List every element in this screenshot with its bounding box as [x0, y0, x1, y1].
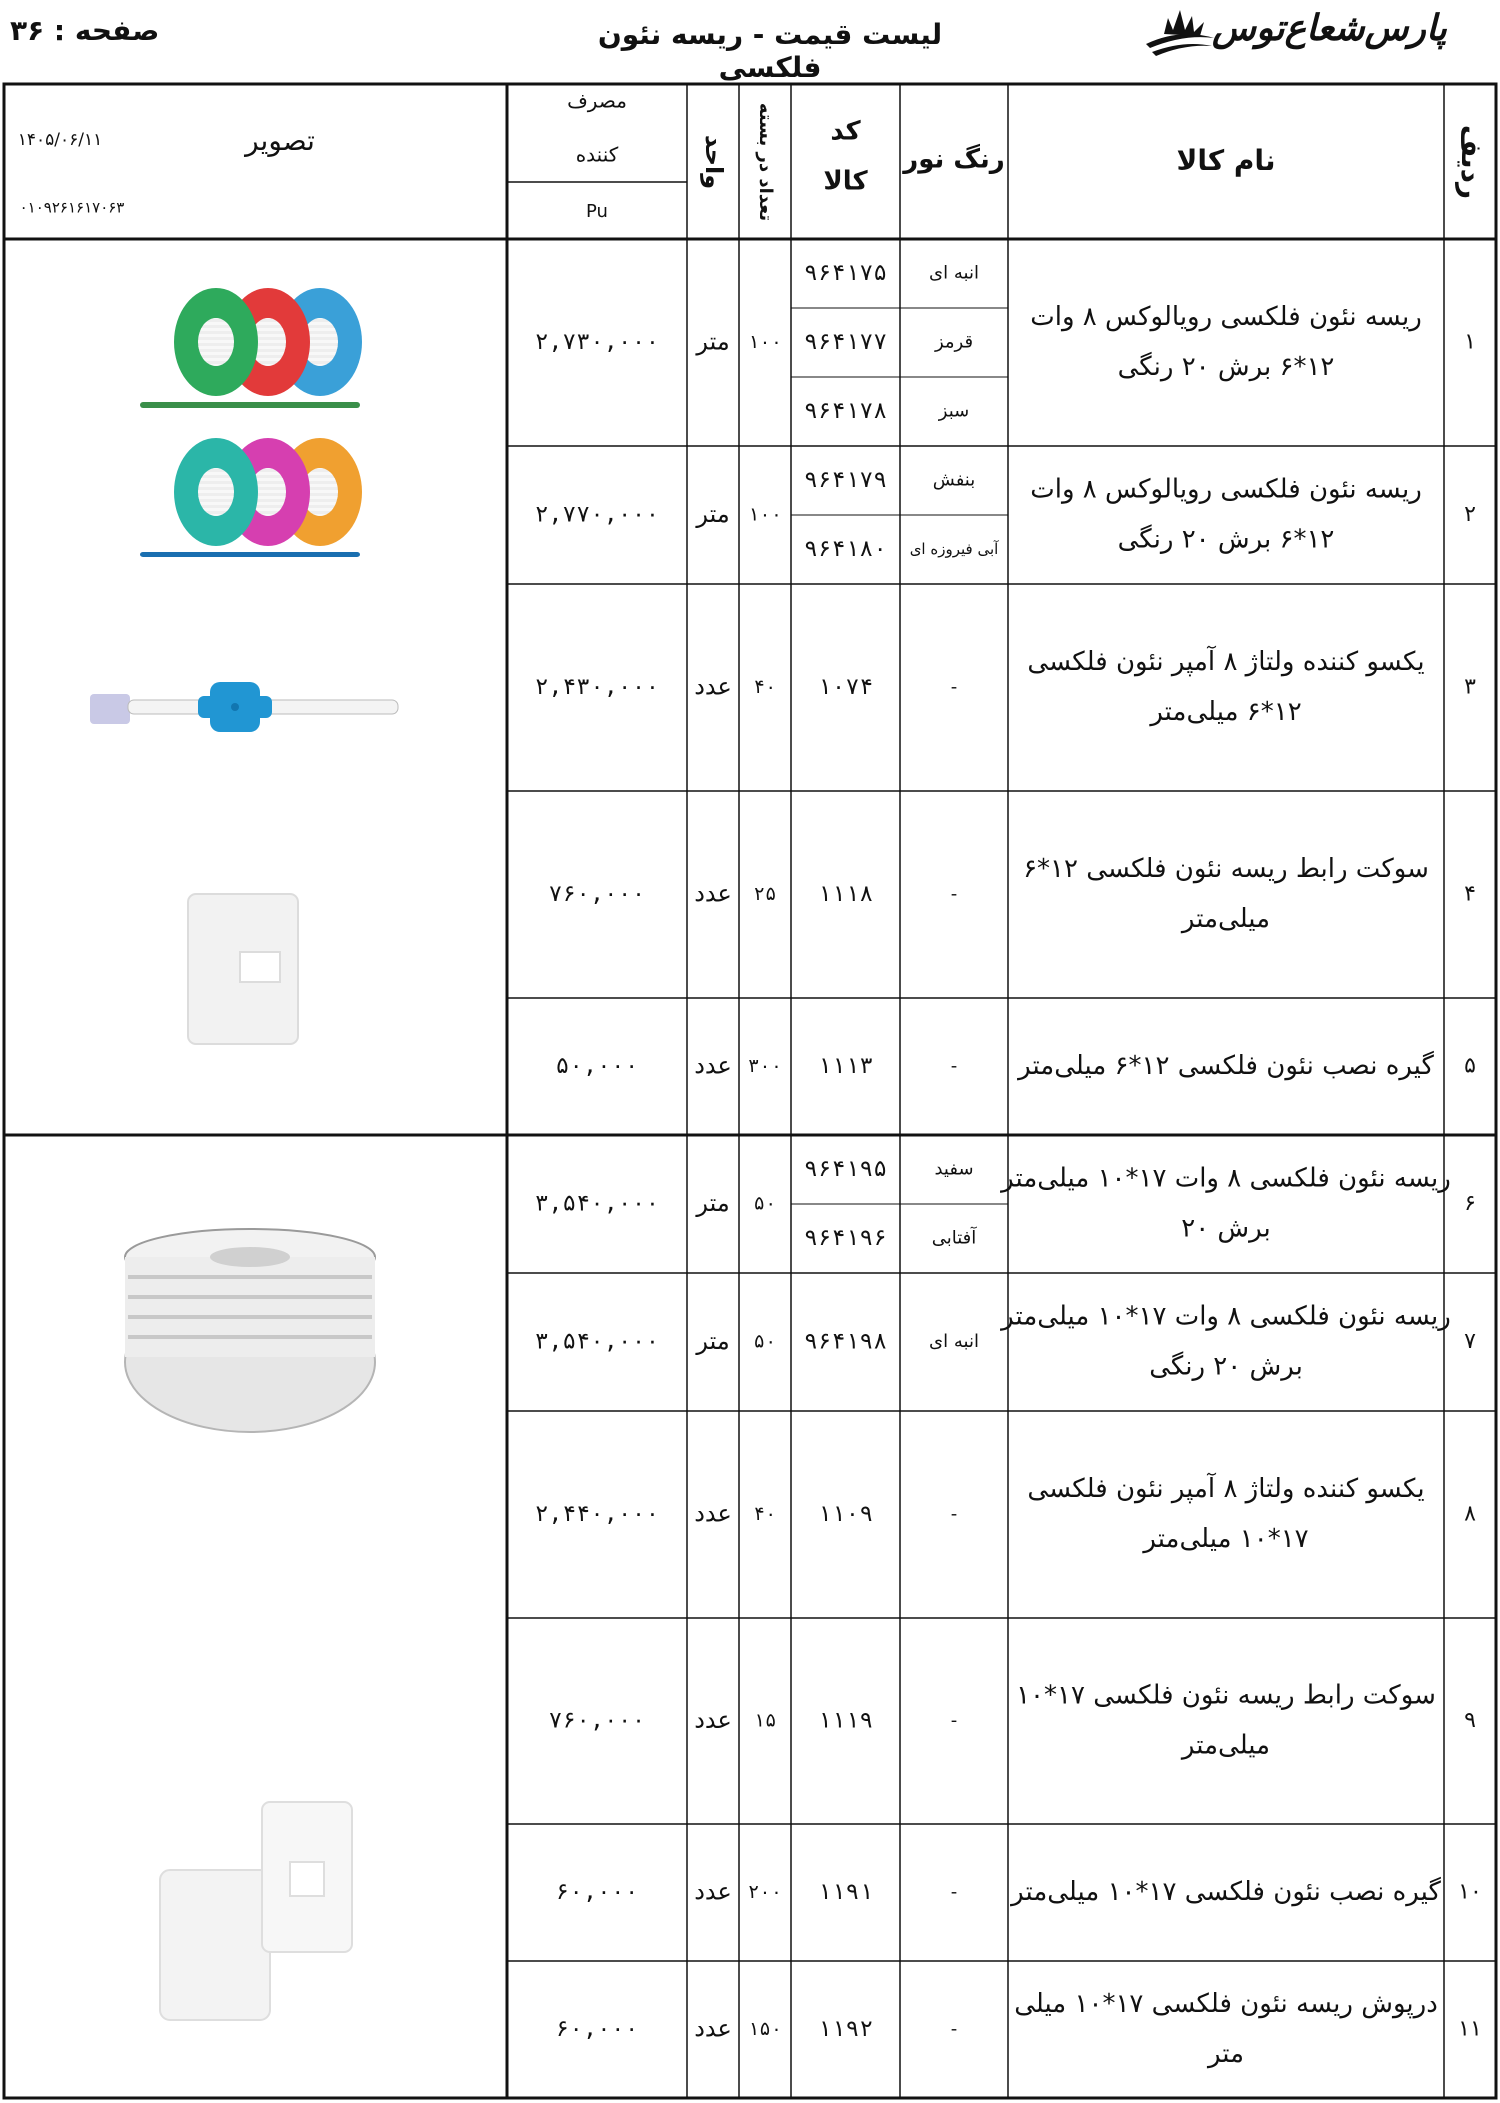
brand-logo — [1140, 4, 1447, 62]
consumer-price: ۲,۴۳۰,۰۰۰ — [534, 674, 660, 700]
product-code: ۱۱۹۲ — [817, 2016, 874, 2042]
product-code: ۹۶۴۱۹۸ — [803, 1328, 888, 1355]
column-header-price-2: کننده — [575, 142, 619, 167]
column-header-color: رنگ نور — [903, 144, 1005, 175]
light-color: - — [950, 676, 958, 698]
light-color: - — [950, 2018, 958, 2040]
pack-quantity: ۱۵ — [753, 1709, 777, 1732]
pack-quantity: ۱۵۰ — [747, 2018, 783, 2040]
unit: عدد — [694, 1877, 732, 1906]
light-color: سفید — [934, 1158, 974, 1180]
unit: متر — [696, 1189, 730, 1217]
consumer-price: ۶۰,۰۰۰ — [555, 2016, 639, 2042]
white-neon-reel-image — [125, 1229, 375, 1432]
product-images — [90, 288, 398, 2020]
product-code: ۹۶۴۱۹۵ — [803, 1156, 888, 1182]
column-header-pack: تعداد در بسته — [755, 102, 776, 222]
row-number: ۳ — [1464, 674, 1476, 700]
column-header-image: تصویر — [245, 124, 315, 157]
price-table — [0, 82, 1500, 2103]
pack-quantity: ۵۰ — [753, 1192, 777, 1215]
unit: متر — [696, 327, 730, 356]
column-header-unit: واحد — [700, 134, 728, 190]
light-color: آفتابی — [931, 1227, 977, 1249]
product-code: ۹۶۴۱۹۶ — [803, 1225, 888, 1251]
product-name: سوکت رابط ریسه نئون فلکسی ۱۲*۶ — [1023, 854, 1429, 884]
unit: عدد — [694, 1499, 732, 1528]
row-number: ۹ — [1464, 1708, 1476, 1733]
row-number: ۱۰ — [1458, 1879, 1482, 1905]
product-name: برش ۲۰ — [1181, 1213, 1271, 1244]
consumer-price: ۲,۴۴۰,۰۰۰ — [534, 1501, 660, 1527]
row-number: ۲ — [1464, 502, 1476, 527]
product-name: ریسه نئون فلکسی رویالوکس ۸ وات — [1030, 302, 1422, 332]
light-color: - — [950, 1055, 958, 1077]
product-code: ۱۰۷۴ — [817, 674, 874, 700]
light-color: انبه ای — [929, 262, 979, 284]
page-header — [0, 0, 1500, 84]
brand-name: پارس‌شعاع‌توس — [1212, 8, 1447, 49]
row-number: ۶ — [1464, 1191, 1476, 1216]
row-number: ۵ — [1464, 1053, 1476, 1079]
light-color: آبی فیروزه ای — [909, 540, 999, 558]
consumer-price: ۲,۷۷۰,۰۰۰ — [534, 501, 660, 528]
unit: عدد — [694, 672, 732, 701]
consumer-price: ۷۶۰,۰۰۰ — [548, 881, 646, 907]
product-code: ۹۶۴۱۸۰ — [803, 536, 888, 562]
pack-quantity: ۱۰۰ — [747, 331, 783, 353]
product-name: برش ۲۰ رنگی — [1149, 1351, 1303, 1382]
product-name: میلی‌متر — [1181, 904, 1271, 934]
pack-quantity: ۲۵ — [753, 883, 777, 905]
product-code: ۱۱۱۳ — [817, 1053, 874, 1079]
unit: متر — [696, 500, 730, 528]
product-name: درپوش ریسه نئون فلکسی ۱۷*۱۰ میلی — [1014, 1989, 1438, 2019]
pack-quantity: ۴۰ — [753, 1503, 777, 1525]
light-color: انبه ای — [929, 1331, 979, 1352]
product-name: سوکت رابط ریسه نئون فلکسی ۱۷*۱۰ — [1016, 1680, 1436, 1711]
row-number: ۸ — [1464, 1501, 1476, 1527]
column-header-row: ردیف — [1455, 124, 1488, 200]
table-header — [18, 89, 1488, 223]
light-color: سبز — [938, 400, 970, 422]
column-header-name: نام کالا — [1176, 144, 1276, 177]
product-name: ۱۲*۶ میلی‌متر — [1150, 697, 1302, 727]
product-code: ۱۱۱۹ — [817, 1707, 874, 1734]
column-header-price-sub: Pu — [586, 201, 608, 222]
row-number: ۷ — [1464, 1329, 1476, 1354]
sunburst-logo-icon — [1140, 4, 1220, 62]
light-color: - — [950, 1503, 958, 1525]
neon-reels-rgb-image — [140, 288, 362, 408]
column-header-price: مصرف — [567, 88, 627, 113]
light-color: - — [950, 1710, 958, 1731]
rectifier-connector-image — [90, 682, 398, 732]
end-cap-clip-image — [160, 1802, 352, 2020]
neon-reels-multicolor-image — [140, 438, 362, 557]
consumer-price: ۳,۵۴۰,۰۰۰ — [534, 1328, 660, 1355]
page-title: لیست قیمت - ریسه نئون فلکسی — [597, 18, 943, 84]
page-number: صفحه : ۳۶ — [10, 14, 160, 47]
pack-quantity: ۳۰۰ — [747, 1055, 783, 1077]
product-code: ۹۶۴۱۷۹ — [803, 467, 888, 493]
product-code: ۹۶۴۱۷۵ — [803, 260, 888, 286]
consumer-price: ۶۰,۰۰۰ — [555, 1879, 639, 1905]
row-number: ۱ — [1464, 329, 1476, 355]
mounting-clip-small-image — [188, 894, 298, 1044]
product-name: ریسه نئون فلکسی ۸ وات ۱۷*۱۰ میلی‌متر — [1001, 1301, 1451, 1332]
unit: عدد — [694, 879, 732, 908]
row-number: ۴ — [1464, 881, 1476, 907]
unit: عدد — [694, 1706, 732, 1734]
consumer-price: ۵۰,۰۰۰ — [555, 1053, 639, 1079]
product-name: یکسو کننده ولتاژ ۸ آمپر نئون فلکسی — [1027, 647, 1425, 677]
row-number: ۱۱ — [1458, 2016, 1482, 2042]
product-name: متر — [1207, 2039, 1245, 2069]
product-name: گیره نصب نئون فلکسی ۱۲*۶ میلی‌متر — [1018, 1051, 1434, 1081]
column-header-code: کد — [830, 116, 861, 147]
consumer-price: ۲,۷۳۰,۰۰۰ — [534, 329, 660, 355]
unit: عدد — [694, 1051, 732, 1080]
product-name: ۱۲*۶ برش ۲۰ رنگی — [1117, 352, 1335, 382]
pack-quantity: ۴۰ — [753, 676, 777, 698]
product-name: ۱۲*۶ برش ۲۰ رنگی — [1117, 524, 1335, 555]
pack-quantity: ۵۰ — [753, 1330, 777, 1353]
header-date: ۱۴۰۵/۰۶/۱۱ — [17, 130, 103, 150]
light-color: بنفش — [932, 469, 976, 491]
light-color: قرمز — [934, 331, 974, 353]
product-code: ۱۱۰۹ — [817, 1501, 874, 1527]
product-code: ۱۱۱۸ — [817, 881, 874, 907]
product-name: ۱۷*۱۰ میلی‌متر — [1143, 1524, 1309, 1554]
consumer-price: ۷۶۰,۰۰۰ — [548, 1707, 646, 1734]
pack-quantity: ۲۰۰ — [747, 1881, 783, 1903]
unit: متر — [696, 1327, 730, 1355]
pack-quantity: ۱۰۰ — [747, 503, 783, 526]
column-header-code-2: کالا — [823, 166, 868, 197]
product-name: یکسو کننده ولتاژ ۸ آمپر نئون فلکسی — [1027, 1474, 1425, 1504]
light-color: - — [950, 883, 958, 905]
product-name: ریسه نئون فلکسی رویالوکس ۸ وات — [1030, 474, 1422, 505]
consumer-price: ۳,۵۴۰,۰۰۰ — [534, 1190, 660, 1217]
light-color: - — [950, 1881, 958, 1903]
product-code: ۹۶۴۱۷۷ — [803, 329, 888, 355]
product-name: میلی‌متر — [1181, 1730, 1271, 1761]
header-phone: ۰۱۰۹۲۶۱۶۱۷۰۶۳ — [19, 198, 125, 217]
product-name: گیره نصب نئون فلکسی ۱۷*۱۰ میلی‌متر — [1011, 1877, 1441, 1907]
product-code: ۹۶۴۱۷۸ — [803, 398, 888, 424]
product-code: ۱۱۹۱ — [817, 1879, 874, 1905]
unit: عدد — [694, 2014, 732, 2043]
product-name: ریسه نئون فلکسی ۸ وات ۱۷*۱۰ میلی‌متر — [1001, 1163, 1451, 1194]
